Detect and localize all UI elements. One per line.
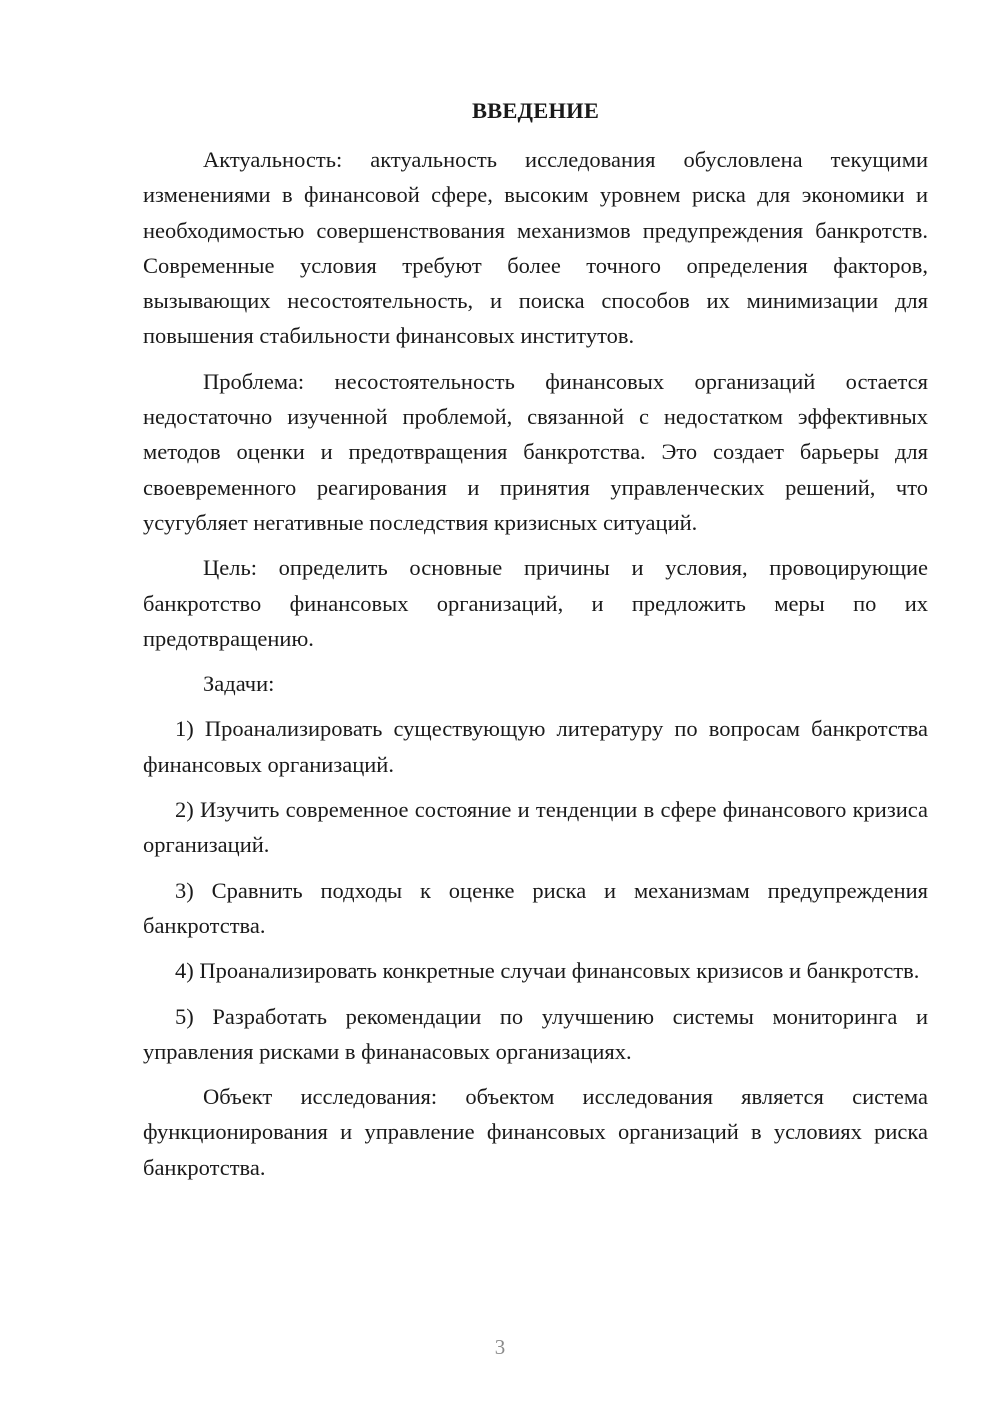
task-item-5: 5) Разработать рекомендации по улучшению системы мониторинга и управления рисками в финанасовых организациях. [143, 1003, 928, 1064]
task-item-2: 2) Изучить современное состояние и тенденции в сфере финансового кризиса организаций. [143, 797, 928, 858]
page-content [143, 96, 928, 1195]
page-number: 3 [494, 1335, 506, 1359]
tasks-heading: Задачи: [203, 671, 275, 697]
paragraph-object: Объект исследования: объектом исследования является система функционирования и управление финансовых организаций в условиях риска банкротства. [143, 1084, 928, 1180]
task-item-3: 3) Сравнить подходы к оценке риска и механизмам предупреждения банкротства. [143, 877, 928, 938]
paragraph-problem: Проблема: несостоятельность финансовых организаций остается недостаточно изученной проблемой, связанной с недостатком эффективных методов оценки и предотвращения банкротства. Это создает барьеры для своевременного реагирования и принятия управленческих решений, что усугубляет негативные последствия кризисных ситуаций. [143, 368, 928, 535]
task-item-1: 1) Проанализировать существующую литературу по вопросам банкротства финансовых организаций. [143, 716, 928, 777]
section-title: ВВЕДЕНИЕ [471, 98, 600, 123]
paragraph-goal: Цель: определить основные причины и условия, провоцирующие банкротство финансовых организаций, и предложить меры по их предотвращению. [143, 555, 928, 651]
task-item-4: 4) Проанализировать конкретные случаи финансовых кризисов и банкротств. [175, 958, 920, 984]
paragraph-relevance: Актуальность: актуальность исследования обусловлена текущими изменениями в финансовой сфере, высоким уровнем риска для экономики и необходимостью совершенствования механизмов предупреждения банкротств. Современные условия требуют более точного определения факторов, вызывающих несостоятельность, и поиска способов их минимизации для повышения стабильности финансовых институтов. [143, 147, 928, 349]
